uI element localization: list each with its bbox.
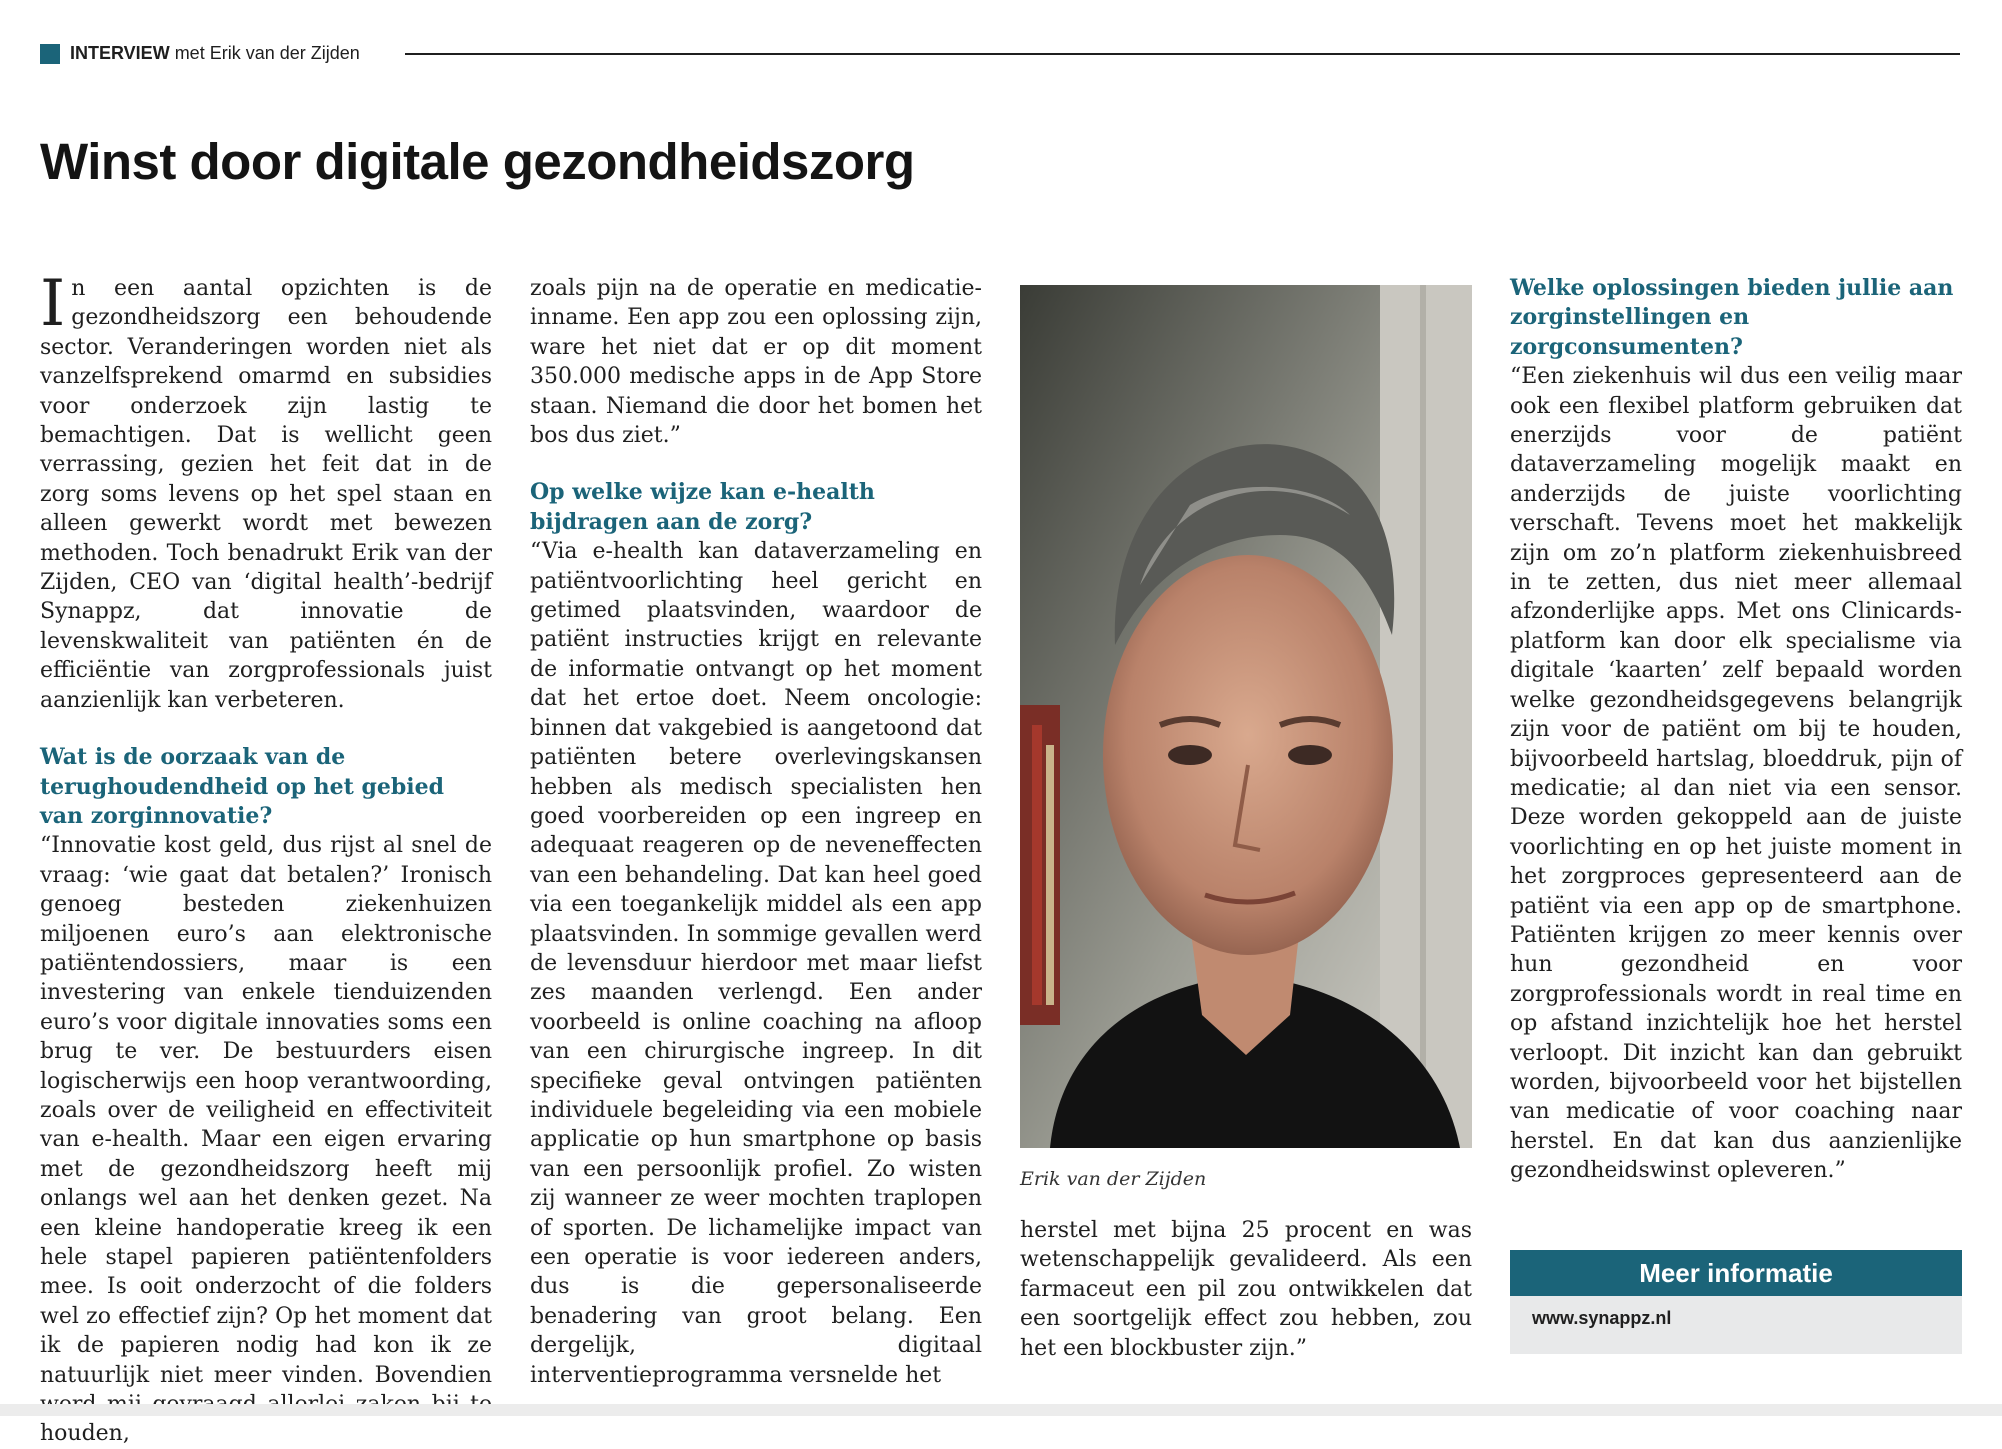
header-marker-square <box>40 44 60 64</box>
section-header <box>40 40 1960 66</box>
portrait-illustration <box>1020 285 1472 1148</box>
question-3: Welke oplossingen bieden jullie aan zorginstellingen en zorgconsumenten? <box>1510 275 1954 360</box>
answer-3: “Een ziekenhuis wil dus een veilig maar ook een flexibel platform gebruiken dat enerzijds voor de patiënt dataverzameling mogelijk maakt en anderzijds de juiste voorlichting verschaft. Tevens moet het makkelijk zijn om zo’n platform ziekenhuisbreed in te zetten, dus niet meer allemaal afzonderlijke apps. Met ons Clinicards-platform kan door elk specialisme via digitale ‘kaarten’ zelf bepaald worden welke gezondheidsgegevens belangrijk zijn voor de patiënt om bij te houden, bijvoorbeeld hartslag, bloeddruk, pijn of medicatie; al dan niet via een sensor. Deze worden gekoppeld aan de juiste voorlichting en op het juiste moment in het zorgproces gepresenteerd aan de patiënt via een app op de smartphone. Patiënten krijgen zo meer kennis over hun gezondheid en voor zorgprofessionals wordt in real time en op afstand inzichtelijk hoe het herstel verloopt. Dit inzicht kan dan gebruikt worden, bijvoorbeeld voor het bijstellen van medicatie of voor coaching naar herstel. En dat kan dus aanzienlijke gezondheidswinst opleveren.” <box>1510 364 1962 1184</box>
info-box <box>1510 1250 1962 1354</box>
article-title: Winst door digitale gezondheidszorg <box>40 133 915 190</box>
header-rule <box>405 53 1960 55</box>
intro-text: n een aantal opzichten is de gezondheidszorg een behoudende sector. Veranderingen worden niet als vanzelfsprekend omarmd en subsidies voor onderzoek zijn lastig te bemachtigen. Dat is wellicht geen verrassing, gezien het feit dat in de zorg soms levens op het spel staan en alleen gewerkt wordt met bewezen methoden. Toch benadrukt Erik van der Zijden, CEO van ‘digital health’-bedrijf Synappz, dat innovatie de levenskwaliteit van patiënten én de efficiëntie van zorgprofessionals juist aanzienlijk kan verbeteren. <box>40 276 492 713</box>
section-label-bold: INTERVIEW <box>70 43 170 63</box>
column-3-continuation: herstel met bijna 25 procent en was wetenschappelijk gevalideerd. Als een farmaceut een pil zou ontwikkelen dat een soortgelijk effect zou hebben, zou het een blockbuster zijn.” <box>1020 1218 1472 1361</box>
question-1: Wat is de oorzaak van de terughoudendheid op het gebied van zorginnovatie? <box>40 744 444 829</box>
answer-2: “Via e-health kan dataverzameling en patiëntvoorlichting heel gericht en getimed plaatsvinden, waardoor de patiënt instructies krijgt en relevante de informatie ontvangt op het moment dat het ertoe doet. Neem oncologie: binnen dat vakgebied is aangetoond dat patiënten betere overlevingskansen hebben als medisch specialisten hen goed voorbereiden op een ingreep en adequaat reageren op de neveneffecten van een behandeling. Dat kan heel goed via een toegankelijk middel als een app plaatsvinden. In sommige gevallen werd de levensduur hierdoor met maar liefst zes maanden verlengd. Een ander voorbeeld is online coaching na afloop van een chirurgische ingreep. In dit specifieke geval ontvingen patiënten individuele begeleiding via een mobiele applicatie op hun smartphone op basis van een persoonlijk profiel. Zo wisten zij wanneer ze weer mochten traplopen of sporten. De lichamelijke impact van een operatie is voor iedereen anders, dus is die gepersonaliseerde benadering van groot belang. Een dergelijk, digitaal interventieprogramma versnelde het <box>530 539 982 1388</box>
question-2: Op welke wijze kan e-health bijdragen aan de zorg? <box>530 479 875 535</box>
section-label <box>70 40 360 66</box>
bottom-strip <box>0 1404 2002 1416</box>
column-4 <box>1510 274 1962 1184</box>
column-3 <box>1020 1216 1472 1360</box>
photo-caption: Erik van der Zijden <box>1020 1168 1207 1190</box>
intro-paragraph <box>40 267 492 715</box>
section-label-rest: met Erik van der Zijden <box>169 43 360 63</box>
website-link[interactable]: www.synappz.nl <box>1532 1308 1672 1328</box>
column-2-continuation: zoals pijn na de operatie en medicatie-inname. Een app zou een oplossing zijn, ware het niet dat er op dit moment 350.000 medische apps in de App Store staan. Niemand die door het bomen het bos dus ziet.” <box>530 276 982 449</box>
column-1 <box>40 267 492 1447</box>
drop-cap: I <box>40 267 66 341</box>
info-box-title: Meer informatie <box>1510 1250 1962 1296</box>
column-2 <box>530 274 982 1388</box>
portrait-photo <box>1020 285 1472 1148</box>
answer-1: “Innovatie kost geld, dus rijst al snel de vraag: ‘wie gaat dat betalen?’ Ironisch genoeg besteden ziekenhuizen miljoenen euro’s aan elektronische patiëntendossiers, maar is een investering van enkele tienduizenden euro’s voor digitale innovaties soms een brug te ver. De bestuurders eisen logischerwijs een hoop verantwoording, zoals over de veiligheid en effectiviteit van e-health. Maar een eigen ervaring met de gezondheidszorg heeft mij onlangs wel aan het denken gezet. Na een kleine handoperatie kreeg ik een hele stapel papieren patiëntenfolders mee. Is ooit onderzocht of die folders wel zo effectief zijn? Op het moment dat ik de papieren nodig had kon ik ze natuurlijk niet meer vinden. Bovendien houden, <box>40 833 492 1447</box>
